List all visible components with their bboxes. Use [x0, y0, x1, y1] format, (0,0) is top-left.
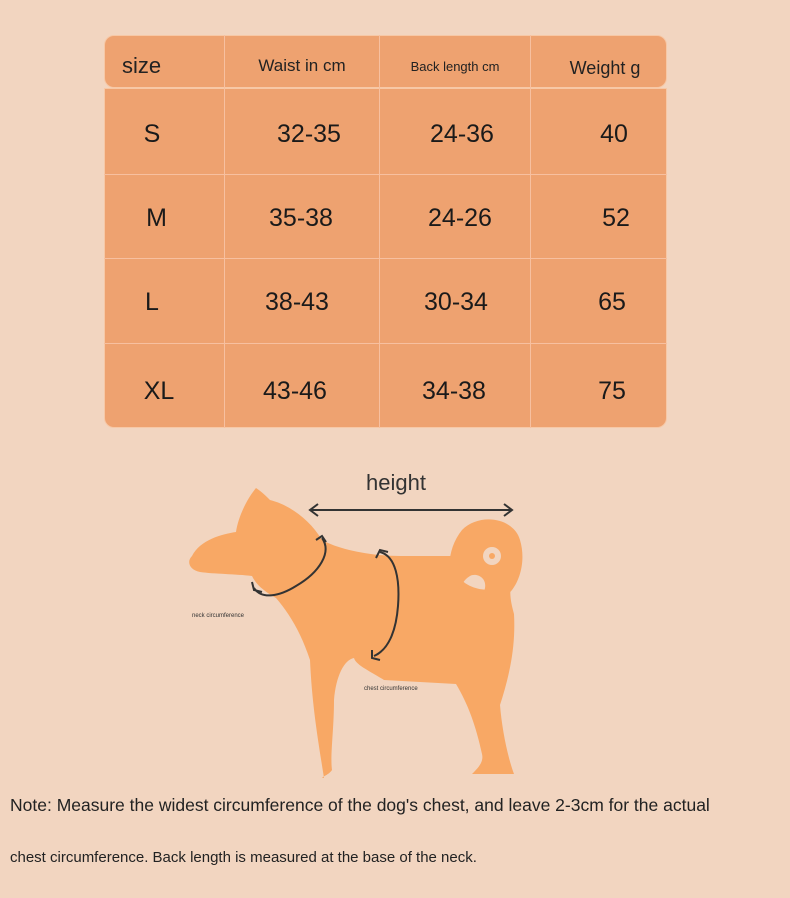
size-table [104, 35, 667, 428]
dog-silhouette-icon [189, 488, 522, 778]
cell-back-length: 30-34 [424, 287, 488, 316]
cell-size: XL [143, 376, 175, 405]
cell-waist: 43-46 [263, 376, 327, 405]
note-line-2: chest circumference. Back length is measured at the base of the neck. [10, 849, 477, 866]
cell-size: L [145, 287, 159, 316]
neck-circumference-label: neck circumference [192, 613, 245, 619]
column-divider [379, 35, 380, 428]
chest-circumference-label: chest circumference [364, 686, 418, 692]
row-divider [104, 258, 667, 259]
row-divider [104, 174, 667, 175]
cell-back-length: 24-26 [428, 203, 492, 232]
cell-size: S [143, 119, 161, 148]
header-size: size [122, 53, 162, 78]
cell-weight: 75 [598, 376, 626, 405]
cell-size: M [146, 203, 167, 232]
height-label: height [366, 470, 426, 495]
header-waist: Waist in cm [258, 56, 346, 75]
cell-back-length: 24-36 [430, 119, 494, 148]
cell-waist: 38-43 [265, 287, 329, 316]
cell-weight: 65 [598, 287, 626, 316]
header-weight: Weight g [569, 57, 641, 78]
note-line-1: Note: Measure the widest circumference of the dog's chest, and leave 2-3cm for the actual [10, 795, 710, 815]
cell-weight: 52 [602, 203, 630, 232]
cell-weight: 40 [600, 119, 628, 148]
header-back-length: Back length cm [410, 58, 500, 74]
row-divider [104, 343, 667, 344]
column-divider [530, 35, 531, 428]
height-arrow [310, 504, 512, 516]
cell-waist: 35-38 [269, 203, 333, 232]
cell-back-length: 34-38 [422, 376, 486, 405]
column-divider [224, 35, 225, 428]
cell-waist: 32-35 [277, 119, 341, 148]
